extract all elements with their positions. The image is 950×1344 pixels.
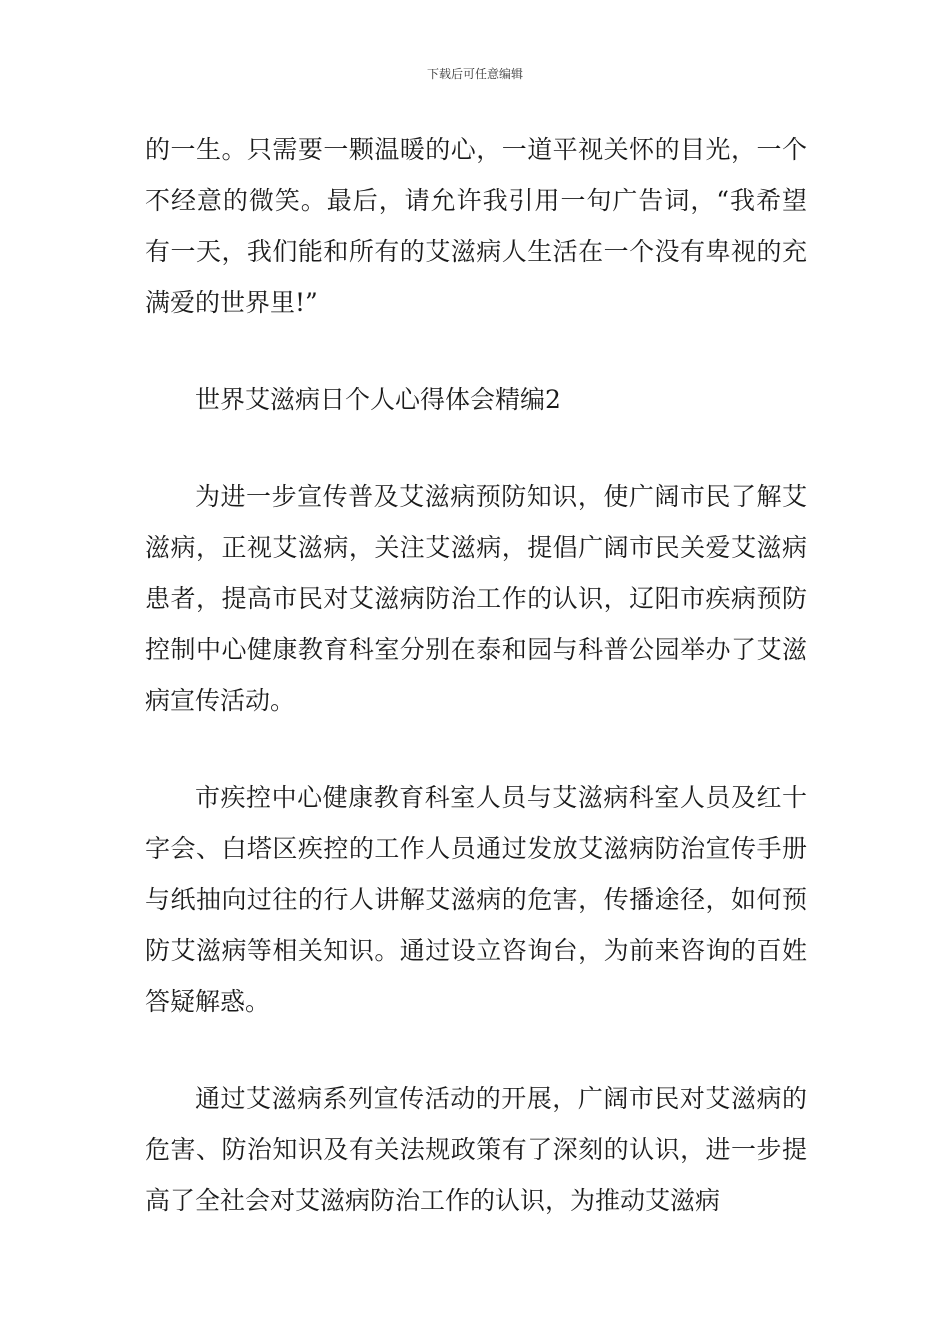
paragraph-activities: 市疾控中心健康教育科室人员与艾滋病科室人员及红十字会、白塔区疾控的工作人员通过发放艾滋病防治宣传手册与纸抽向过往的行人讲解艾滋病的危害，传播途径，如何预防艾滋病等相关知识。通过设立咨询台，为前来咨询的百姓答疑解惑。: [145, 783, 807, 1016]
paragraph-intro: 为进一步宣传普及艾滋病预防知识，使广阔市民了解艾滋病，正视艾滋病，关注艾滋病，提倡广阔市民关爱艾滋病患者，提高市民对艾滋病防治工作的认识，辽阳市疾病预防控制中心健康教育科室分别在泰和园与科普公园举办了艾滋病宣传活动。: [145, 482, 807, 715]
section-heading: 世界艾滋病日个人心得体会精编2: [195, 385, 561, 414]
paragraph-continuation: 的一生。只需要一颗温暖的心，一道平视关怀的目光，一个不经意的微笑。最后，请允许我引用一句广告词，“我希望有一天，我们能和所有的艾滋病人生活在一个没有卑视的充满爱的世界里!”: [145, 135, 807, 317]
paragraph-results: 通过艾滋病系列宣传活动的开展，广阔市民对艾滋病的危害、防治知识及有关法规政策有了深刻的认识，进一步提高了全社会对艾滋病防治工作的认识，为推动艾滋病: [145, 1084, 807, 1215]
document-body: [145, 124, 807, 1226]
page-header-note: 下载后可任意编辑: [426, 67, 523, 81]
